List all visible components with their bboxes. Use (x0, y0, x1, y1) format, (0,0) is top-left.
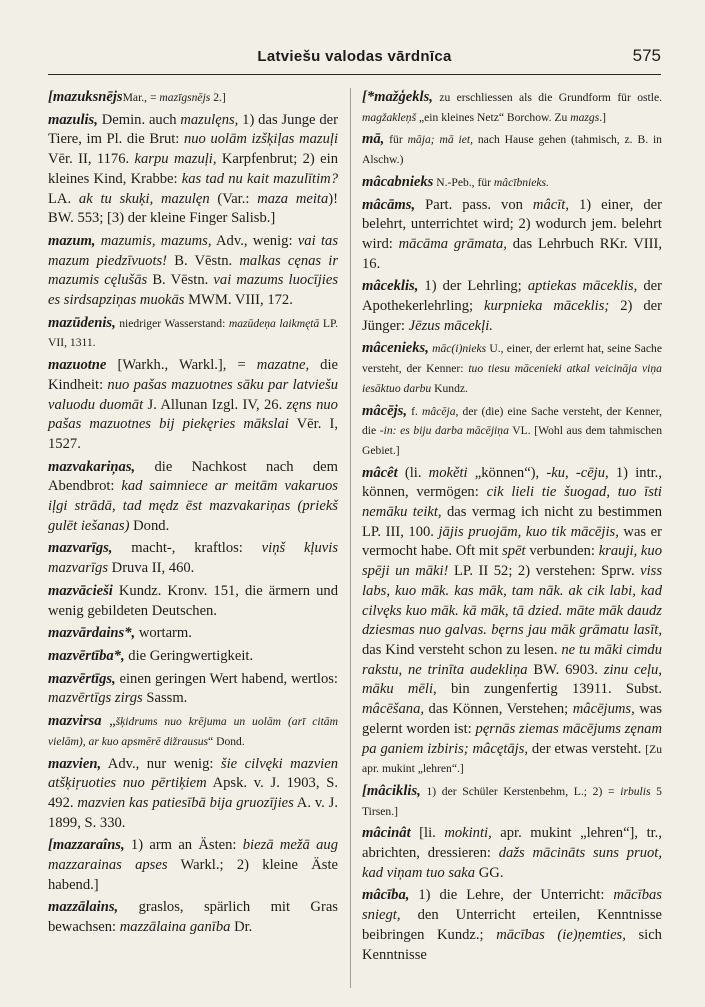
entry-macet (362, 464, 662, 779)
running-title: Latviešu valodas vārdnīca (257, 48, 452, 65)
entry-mazulis (48, 111, 338, 229)
definition-text: Kundz. (431, 381, 468, 395)
headword: mâceklis, (362, 278, 419, 295)
definition-text: mazīgsnējs (159, 91, 211, 104)
definition-text: bin zungenfertig 13911. Subst. (436, 681, 662, 698)
entry-mazuotne (48, 356, 338, 455)
definition-text: pęrnās ziemas mācējums zęnam pa ganiem izbiris; mâcętājs, (362, 720, 662, 757)
definition-text: Vēr. II, 1176. (48, 151, 135, 168)
definition-text: šie cilvęki mazvien atšķiŗuoties nuo pērtiķiem (48, 755, 339, 792)
definition-text: das Können, Verstehen; (424, 701, 573, 718)
entry-maciklis (362, 782, 662, 821)
definition-text: GG. (475, 864, 504, 881)
definition-text: mazvērtīgs zirgs (48, 690, 143, 707)
entry-macams (362, 196, 662, 275)
definition-text: das Kind versteht schon zu lesen. (362, 641, 562, 658)
definition-text: Adv., nur wenig: (101, 755, 221, 772)
definition-text: mazumis, mazums, (100, 232, 212, 249)
definition-text: den Unterricht erteilen, Kenntnisse beibringen Kundz.; (362, 907, 662, 943)
definition-text: ne tu māki cimdu rakstu, ne trinīta audekliņa (362, 641, 662, 678)
definition-text: J. Allunan Izgl. IV, 26. (143, 396, 287, 413)
definition-text: was er vermocht habe. Oft mit (362, 523, 662, 560)
headword: mâcinât (362, 825, 411, 842)
definition-text: 1) einer, der belehrt, unterrichtet wird; 2) wodurch jem. belehrt wird: (362, 196, 662, 252)
definition-text: A. v. J. 1899, S. 330. (48, 794, 338, 831)
running-header (48, 44, 661, 75)
definition-text: Dr. (230, 919, 253, 936)
definition-text: mazulęns, (180, 111, 239, 128)
definition-text: Kundz. Kronv. 151, die ärmern und wenig gebildeten Deutschen. (48, 582, 338, 619)
definition-text: Adv., wenig: (211, 232, 298, 249)
definition-text: .] (599, 110, 606, 124)
entry-maceklis (362, 277, 662, 336)
definition-text: irbulis (620, 784, 651, 798)
definition-text: nuo uolām izšķiļas mazuļi (183, 131, 339, 148)
definition-text: mâcēšana, (362, 701, 425, 718)
left-column (48, 88, 338, 941)
definition-text: der Apothekerlehrling; (362, 278, 662, 315)
headword: mâcêt (362, 464, 398, 481)
definition-text: 1) das Junge der Tiere, im Pl. die Brut: (48, 111, 338, 148)
definition-text: magžakleņš (362, 110, 417, 124)
definition-text: LA. (48, 190, 79, 207)
definition-text: 2.] (210, 91, 226, 104)
definition-text: VL. [Wohl aus dem tahmischen Gebiet.] (362, 424, 662, 457)
definition-text: Mar., = (122, 91, 160, 104)
headword: mā, (362, 131, 385, 148)
headword: mazvērtīgs, (48, 670, 116, 687)
entry-mazvirsa (48, 712, 338, 751)
page-number: 575 (632, 46, 661, 65)
headword: mazulis, (48, 111, 98, 128)
definition-text: Vēr. I, 1527. (48, 416, 338, 452)
definition-text: nuo pašas mazuotnes sāku par latviešu valuodu duomāt (48, 376, 339, 413)
definition-text: Druva II, 460. (108, 560, 195, 577)
definition-text: “ Dond. (208, 734, 245, 748)
definition-text: B. Vēstn. (147, 272, 214, 289)
definition-text: māja; mā iet, (407, 133, 474, 147)
headword: [mazzaraîns, (48, 837, 125, 854)
headword: [mazuksnējs (48, 89, 123, 105)
definition-text: Warkl.; 2) kleine Äste habend.] (48, 857, 338, 893)
headword: [*mažģekls, (362, 89, 433, 105)
definition-text: spēt (502, 543, 526, 560)
definition-text: Karpfenbrut; 2) ein kleines Kind, Krabbe: (48, 151, 338, 187)
definition-text: mokinti, (444, 825, 492, 842)
definition-text: mokěti (428, 464, 468, 481)
headword: mazvakariņas, (48, 458, 136, 475)
definition-text: f. (407, 404, 423, 418)
definition-text: die Geringwertigkeit. (124, 647, 254, 664)
definition-text: viņš kļuvis mazvarīgs (48, 540, 338, 577)
headword: mazūdenis, (48, 314, 116, 331)
definition-text: (Var.: (209, 190, 258, 207)
definition-text: Jēzus mācekļi. (408, 317, 493, 334)
entry-macabnieks (362, 173, 662, 193)
definition-text: mazatne, (256, 357, 310, 374)
entry-mazvacies (48, 582, 338, 621)
definition-text: )! BW. 553; [3) der kleine Finger Salisb.] (48, 190, 338, 227)
headword: mazuotne (48, 357, 107, 374)
definition-text: B. Vēstn. (167, 252, 240, 269)
entry-mazvertigs (48, 670, 338, 709)
definition-text: „können“), (467, 464, 547, 481)
entry-mazum (48, 232, 338, 311)
definition-text: mācības sniegt, (362, 887, 662, 924)
definition-text: viss labs, kuo māk. kas māk, tam nāk. ak cik labi, kad cilvęks kuo māk. kā māk, tā dzied. māte māk daudz dziesmas nuo galvas. bęrns jau māk grāmatu lasīt, (362, 563, 662, 639)
definition-text: Demin. auch (97, 111, 181, 128)
definition-text: mācības (ie)ņemties, (496, 926, 626, 943)
headword: mazvien, (48, 755, 102, 772)
entry-macenieks (362, 339, 662, 398)
headword: mazzālains, (48, 899, 119, 916)
definition-text: mazzālaina ganība (119, 919, 231, 936)
entry-macinat (362, 824, 662, 883)
definition-text: cik lieli tie šuogad, tuo īsti nemāku teikt, (362, 484, 662, 521)
definition-text: die Kindheit: (48, 357, 338, 393)
definition-text: vai mazums luocījies es sirdsapziņas muokās (48, 272, 338, 309)
definition-text: MWM. VIII, 172. (184, 292, 293, 309)
definition-text: dažs mācināts suns pruot, kad viņam tuo saka (362, 845, 662, 881)
definition-text: maza meita (257, 190, 329, 207)
definition-text: mazgs (570, 110, 600, 124)
definition-text: mācāma grāmata, (398, 235, 507, 252)
definition-text: niedriger Wasserstand: (115, 316, 229, 330)
definition-text: kas tad nu kait mazulītim? (181, 170, 338, 187)
definition-text: mâcēja, (422, 404, 459, 418)
definition-text: mâcējums, (572, 701, 635, 718)
definition-text: 1) der Schüler Kerstenbehm, L.; 2) = (420, 784, 621, 798)
definition-text: macht-, kraftlos: (112, 540, 262, 557)
entry-mazzalains (48, 898, 338, 937)
headword: mâcējs, (362, 402, 407, 419)
definition-text: zęns nuo pašas mazuotnes bij piekęries mākslai (48, 396, 338, 433)
entry-mazvien (48, 755, 338, 834)
headword: mâcabnieks (362, 173, 434, 190)
definition-text: LP. II 52; 2) verstehen: Sprw. (448, 563, 641, 580)
right-column (362, 88, 662, 968)
definition-text: wortarm. (135, 625, 192, 642)
entry-mazgekls (362, 88, 662, 127)
definition-text: kurpnieka māceklis; (484, 298, 610, 315)
headword: mazvarīgs, (48, 540, 113, 557)
definition-text: malkas cęnas ir mazumis cęlušās (48, 252, 338, 289)
definition-text: vai tas mazum piedzīvuots! (48, 232, 338, 269)
definition-text: 1) arm an Ästen: (124, 837, 243, 854)
entry-mazvertiba (48, 647, 338, 667)
definition-text: graslos, spärlich mit Gras bewachsen: (48, 899, 338, 936)
definition-text: 1) die Lehre, der Unterricht: (409, 887, 614, 904)
entry-maciba (362, 886, 662, 965)
definition-text: das vermag ich nicht zu bestimmen LP. III, 100. (362, 504, 662, 540)
entry-mazvardains (48, 624, 338, 644)
definition-text: verbunden: (525, 543, 599, 560)
definition-text: 1) intr., können, vermögen: (362, 464, 662, 501)
definition-text: N.-Peb., für (433, 175, 494, 189)
definition-text: für (384, 133, 408, 147)
definition-text: [li. (410, 825, 445, 842)
definition-text: der (die) eine Sache versteht, der Kenner, die (362, 404, 662, 438)
column-divider (350, 88, 351, 988)
definition-text: LP. VII, 1311. (48, 316, 339, 350)
definition-text: -ku, -cēju, (546, 464, 609, 481)
definition-text: mazūdeņa laikmętā (228, 316, 320, 330)
definition-text: Part. pass. von (415, 196, 533, 213)
headword: mâcība, (362, 887, 410, 904)
entry-mazvarigs (48, 539, 338, 578)
headword: [mâciklis, (362, 782, 421, 799)
definition-text: Sassm. (142, 690, 188, 707)
definition-text: „ (101, 713, 116, 730)
headword: mazvācieši (48, 582, 113, 599)
definition-text: biezā mežā aug mazzarainas apses (48, 837, 338, 874)
definition-text: 1) der Lehrling; (418, 278, 528, 295)
headword: mazum, (48, 232, 96, 249)
definition-text: „ein kleines Netz“ Borchow. Zu (416, 110, 571, 124)
definition-text: tuo tiesu mācenieki atkal veicināja viņa iesāktuo darbu (362, 362, 662, 395)
definition-text: mazvien kas patiesībā bija gruozījies (77, 794, 294, 811)
definition-text: nach Hause gehen (tahmisch, z. B. in Alschw.) (362, 133, 662, 167)
definition-text: zu erschliessen als die Grundform für ostle. (432, 91, 662, 104)
entry-ma (362, 130, 662, 169)
definition-text: mâcībnieks. (493, 175, 549, 189)
definition-text: der etwas versteht. (528, 740, 646, 757)
definition-text: 2) der Jünger: (362, 298, 662, 334)
definition-text: was gelernt worden ist: (362, 701, 662, 737)
headword: mazvērtība*, (48, 647, 125, 664)
definition-text: apr. mukint „lehren“], tr., abrichten, dressieren: (362, 825, 662, 862)
definition-text: aptiekas māceklis, (527, 278, 638, 295)
definition-text: BW. 6903. (527, 661, 604, 678)
definition-text: die Nachkost nach dem Abendbrot: (48, 458, 338, 495)
definition-text: jājis pruojām, kuo tik mācējis, (438, 523, 619, 540)
definition-text: sich Kenntnisse (362, 926, 662, 963)
headword: mâcāms, (362, 196, 416, 213)
definition-text: -in: es biju darba mācējiņa (379, 424, 509, 438)
definition-text: krauji, kuo spēji un māki! (362, 543, 662, 580)
definition-text: (li. (397, 464, 429, 481)
headword: mazvirsa (48, 713, 102, 730)
definition-text: das Lehrbuch RKr. VIII, 16. (362, 235, 662, 272)
definition-text: šķidrums nuo krējuma un uolām (arī citām vielām), ar kuo apsmērē dižrausus (48, 715, 338, 748)
definition-text: einen geringen Wert habend, wertlos: (115, 670, 338, 687)
definition-text: kad saimniece ar meitām vakaruos iļgi strādā, tad mędz ēst mazvakariņas (priekš gulēt iešanas) (48, 478, 338, 534)
definition-text: Dond. (129, 517, 170, 534)
definition-text: U., einer, der erlernt hat, seine Sache versteht, der Kenner: (362, 342, 662, 376)
definition-text: Apsk. v. J. 1903, S. 492. (48, 775, 338, 811)
definition-text: 5 Tirsen.] (362, 784, 662, 818)
entry-mazzarains (48, 836, 338, 895)
headword: mazvārdains*, (48, 625, 136, 642)
definition-text: māc(i)nieks (432, 342, 487, 356)
definition-text: [Warkh., Warkl.], = (106, 357, 257, 374)
entry-mazudenis (48, 314, 338, 353)
headword: mâcenieks, (362, 340, 429, 357)
entry-mazuksnejs (48, 88, 338, 108)
definition-text: ak tu skuķi, mazulęn (78, 190, 210, 207)
definition-text: karpu mazuļi, (134, 151, 217, 168)
definition-text: mâcīt, (532, 196, 569, 213)
entry-macejs (362, 402, 662, 461)
entry-mazvakarinas (48, 458, 338, 537)
definition-text: zinu ceļu, māku mēli, (362, 661, 662, 698)
definition-text: [Zu apr. mukint „lehren“.] (362, 742, 662, 776)
